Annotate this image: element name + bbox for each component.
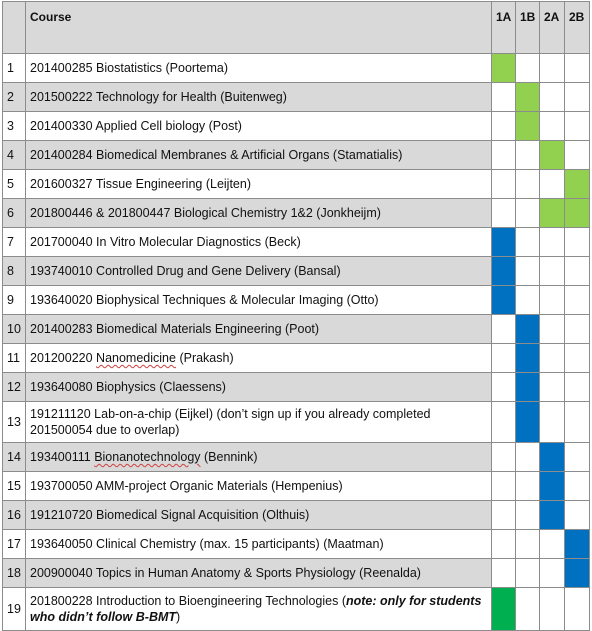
table-row: [3, 530, 590, 559]
period-cell-2b: [565, 112, 590, 141]
period-cell-1a: [492, 257, 516, 286]
row-number: 2: [3, 83, 26, 112]
course-cell: 193640050 Clinical Chemistry (max. 15 participants) (Maatman): [26, 530, 492, 559]
header-period-1a: 1A: [492, 2, 516, 54]
course-text: 193400111: [30, 450, 95, 464]
period-cell-1b: [516, 228, 540, 257]
period-cell-2b: [565, 199, 590, 228]
table-row: [3, 54, 590, 83]
course-cell: 193640080 Biophysics (Claessens): [26, 373, 492, 402]
period-cell-1a: [492, 315, 516, 344]
row-number: 11: [3, 344, 26, 373]
period-cell-2a: [540, 373, 565, 402]
period-cell-2b: [565, 443, 590, 472]
table-row: [3, 402, 590, 443]
period-cell-2b: [565, 402, 590, 443]
period-cell-2b: [565, 501, 590, 530]
spellcheck-word: Nanomedicine: [96, 351, 176, 365]
period-cell-1a: [492, 286, 516, 315]
course-cell: 201800446 & 201800447 Biological Chemistry 1&2 (Jonkheijm): [26, 199, 492, 228]
period-cell-2a: [540, 257, 565, 286]
table-row: [3, 443, 590, 472]
table-row: [3, 228, 590, 257]
period-cell-1a: [492, 54, 516, 83]
course-cell: [26, 588, 492, 631]
table-row: [3, 170, 590, 199]
course-cell: 201500222 Technology for Health (Buitenweg): [26, 83, 492, 112]
period-cell-2b: [565, 286, 590, 315]
period-cell-2a: [540, 315, 565, 344]
row-number: 6: [3, 199, 26, 228]
period-cell-1a: [492, 344, 516, 373]
period-cell-2a: [540, 54, 565, 83]
row-number: 10: [3, 315, 26, 344]
period-cell-1a: [492, 170, 516, 199]
course-text: 201800228 Introduction to Bioengineering Technologies (: [30, 594, 346, 608]
period-cell-2a: [540, 141, 565, 170]
period-cell-2b: [565, 54, 590, 83]
row-number: 18: [3, 559, 26, 588]
period-cell-2a: [540, 443, 565, 472]
period-cell-1b: [516, 373, 540, 402]
row-number: 13: [3, 402, 26, 443]
period-cell-1a: [492, 141, 516, 170]
table-row: [3, 559, 590, 588]
header-course: Course: [26, 2, 492, 54]
period-cell-2a: [540, 501, 565, 530]
table-row: [3, 373, 590, 402]
period-cell-2b: [565, 257, 590, 286]
period-cell-1b: [516, 112, 540, 141]
period-cell-1b: [516, 402, 540, 443]
header-period-1b: 1B: [516, 2, 540, 54]
course-cell: 191210720 Biomedical Signal Acquisition (Olthuis): [26, 501, 492, 530]
course-table: [2, 1, 590, 631]
period-cell-1a: [492, 588, 516, 631]
course-text-suffix: ): [176, 610, 181, 624]
course-text-suffix: (Bennink): [200, 450, 258, 464]
period-cell-2b: [565, 559, 590, 588]
period-cell-2a: [540, 83, 565, 112]
period-cell-2a: [540, 402, 565, 443]
period-cell-2a: [540, 228, 565, 257]
row-number: 16: [3, 501, 26, 530]
header-blank: [3, 2, 26, 54]
row-number: 7: [3, 228, 26, 257]
period-cell-2b: [565, 373, 590, 402]
header-row: [3, 2, 590, 54]
period-cell-1a: [492, 112, 516, 141]
period-cell-1b: [516, 83, 540, 112]
course-cell: 193640020 Biophysical Techniques & Molecular Imaging (Otto): [26, 286, 492, 315]
row-number: 3: [3, 112, 26, 141]
period-cell-1a: [492, 530, 516, 559]
row-number: 12: [3, 373, 26, 402]
period-cell-1a: [492, 472, 516, 501]
period-cell-2b: [565, 170, 590, 199]
period-cell-2b: [565, 530, 590, 559]
period-cell-1a: [492, 228, 516, 257]
course-cell: 201400283 Biomedical Materials Engineering (Poot): [26, 315, 492, 344]
course-cell: 193700050 AMM-project Organic Materials (Hempenius): [26, 472, 492, 501]
period-cell-1b: [516, 54, 540, 83]
period-cell-2a: [540, 170, 565, 199]
header-period-2a: 2A: [540, 2, 565, 54]
course-cell: 201400284 Biomedical Membranes & Artificial Organs (Stamatialis): [26, 141, 492, 170]
table-row: [3, 315, 590, 344]
row-number: 9: [3, 286, 26, 315]
header-period-2b: 2B: [565, 2, 590, 54]
period-cell-2b: [565, 228, 590, 257]
period-cell-1b: [516, 141, 540, 170]
period-cell-1b: [516, 286, 540, 315]
table-row: [3, 472, 590, 501]
table-row: [3, 501, 590, 530]
course-text: 201200220: [30, 351, 97, 365]
row-number: 19: [3, 588, 26, 631]
period-cell-2a: [540, 530, 565, 559]
row-number: 15: [3, 472, 26, 501]
period-cell-1a: [492, 501, 516, 530]
period-cell-1a: [492, 402, 516, 443]
period-cell-1a: [492, 559, 516, 588]
table-row: [3, 199, 590, 228]
table-row: [3, 141, 590, 170]
course-cell: 201400285 Biostatistics (Poortema): [26, 54, 492, 83]
course-note: note: only for students who didn’t follow B-BMT: [30, 594, 482, 624]
period-cell-2b: [565, 315, 590, 344]
period-cell-2a: [540, 472, 565, 501]
row-number: 1: [3, 54, 26, 83]
period-cell-1a: [492, 83, 516, 112]
course-cell: 201600327 Tissue Engineering (Leijten): [26, 170, 492, 199]
period-cell-2a: [540, 112, 565, 141]
period-cell-2b: [565, 344, 590, 373]
table-row: [3, 286, 590, 315]
row-number: 5: [3, 170, 26, 199]
course-cell: 191211120 Lab-on-a-chip (Eijkel) (don’t sign up if you already completed 201500054 due to overlap): [26, 402, 492, 443]
period-cell-2a: [540, 286, 565, 315]
course-cell: 201700040 In Vitro Molecular Diagnostics (Beck): [26, 228, 492, 257]
row-number: 17: [3, 530, 26, 559]
period-cell-2b: [565, 588, 590, 631]
period-cell-1b: [516, 344, 540, 373]
table-body: [3, 54, 590, 631]
period-cell-1b: [516, 257, 540, 286]
course-cell: [26, 344, 492, 373]
period-cell-1b: [516, 443, 540, 472]
course-cell: 193740010 Controlled Drug and Gene Delivery (Bansal): [26, 257, 492, 286]
period-cell-2b: [565, 472, 590, 501]
row-number: 4: [3, 141, 26, 170]
period-cell-1b: [516, 501, 540, 530]
period-cell-1a: [492, 373, 516, 402]
period-cell-2a: [540, 559, 565, 588]
table-row: [3, 588, 590, 631]
table-row: [3, 83, 590, 112]
period-cell-1a: [492, 199, 516, 228]
period-cell-1b: [516, 315, 540, 344]
period-cell-2a: [540, 199, 565, 228]
table-row: [3, 344, 590, 373]
period-cell-1b: [516, 588, 540, 631]
row-number: 8: [3, 257, 26, 286]
table-row: [3, 112, 590, 141]
period-cell-1b: [516, 199, 540, 228]
course-cell: 200900040 Topics in Human Anatomy & Sports Physiology (Reenalda): [26, 559, 492, 588]
period-cell-1b: [516, 170, 540, 199]
course-text-suffix: (Prakash): [175, 351, 234, 365]
period-cell-1b: [516, 530, 540, 559]
table-row: [3, 257, 590, 286]
spellcheck-word: Bionanotechnology: [94, 450, 201, 464]
period-cell-2b: [565, 141, 590, 170]
course-cell: [26, 443, 492, 472]
period-cell-1a: [492, 443, 516, 472]
period-cell-1b: [516, 472, 540, 501]
period-cell-2b: [565, 83, 590, 112]
period-cell-1b: [516, 559, 540, 588]
row-number: 14: [3, 443, 26, 472]
period-cell-2a: [540, 588, 565, 631]
period-cell-2a: [540, 344, 565, 373]
course-cell: 201400330 Applied Cell biology (Post): [26, 112, 492, 141]
